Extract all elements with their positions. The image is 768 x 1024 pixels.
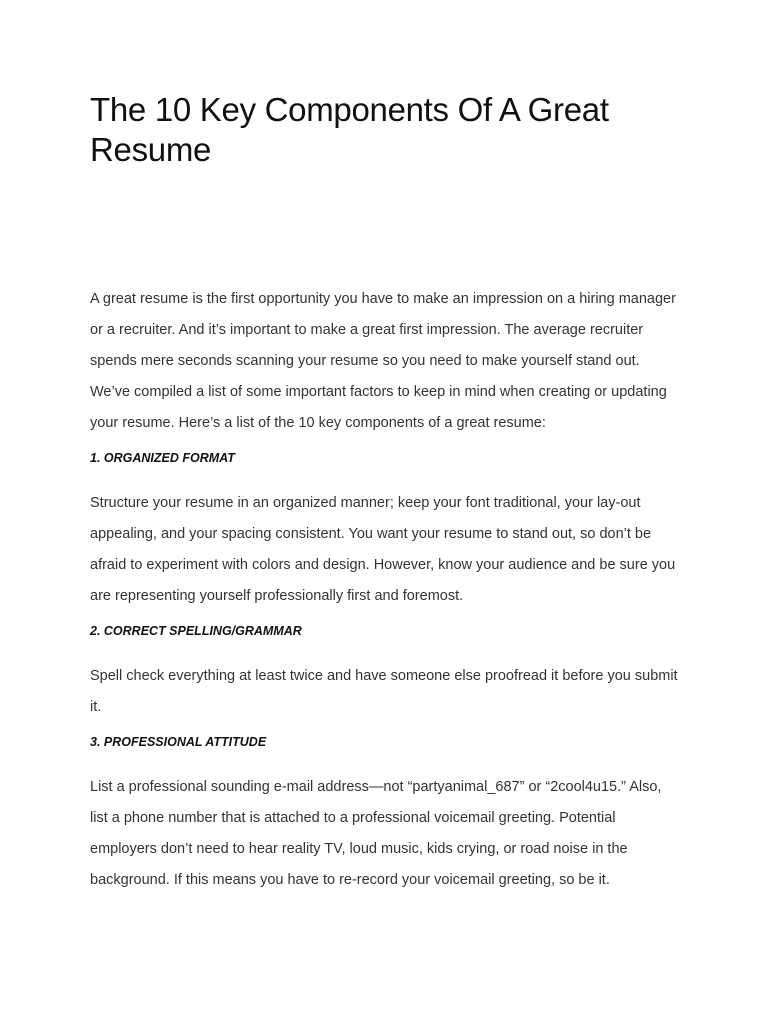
section-heading: 1. ORGANIZED FORMAT — [90, 451, 235, 465]
document-title: The 10 Key Components Of A Great Resume — [90, 91, 609, 168]
section-heading: 3. PROFESSIONAL ATTITUDE — [90, 735, 267, 749]
section-body: Structure your resume in an organized manner; keep your font traditional, your lay-out appealing, and your spacing consistent. You want your resume to stand out, so don’t be afraid to experiment with colors and design. However, know your audience and be sure you are representing yourself professionally first and foremost. — [90, 495, 676, 604]
section-body: List a professional sounding e-mail address—not “partyanimal_687” or “2cool4u15.” Also, list a phone number that is attached to a professional voicemail greeting. Potential employers don’t need to hear reality TV, loud music, kids crying, or road noise in the background. If this means you have to re-record your voicemail greeting, so be it. — [90, 779, 662, 888]
section-body: Spell check everything at least twice and have someone else proofread it before you submit it. — [90, 668, 678, 715]
section-heading: 2. CORRECT SPELLING/GRAMMAR — [90, 624, 302, 638]
section-professional-attitude — [90, 732, 680, 896]
section-correct-spelling-grammar — [90, 621, 680, 723]
intro-paragraph: A great resume is the first opportunity you have to make an impression on a hiring manager or a recruiter. And it’s important to make a great first impression. The average recruiter spends mere seconds scanning your resume so you need to make yourself stand out. We’ve compiled a list of some important factors to keep in mind when creating or updating your resume. Here’s a list of the 10 key components of a great resume: — [90, 291, 676, 431]
section-organized-format — [90, 448, 680, 612]
